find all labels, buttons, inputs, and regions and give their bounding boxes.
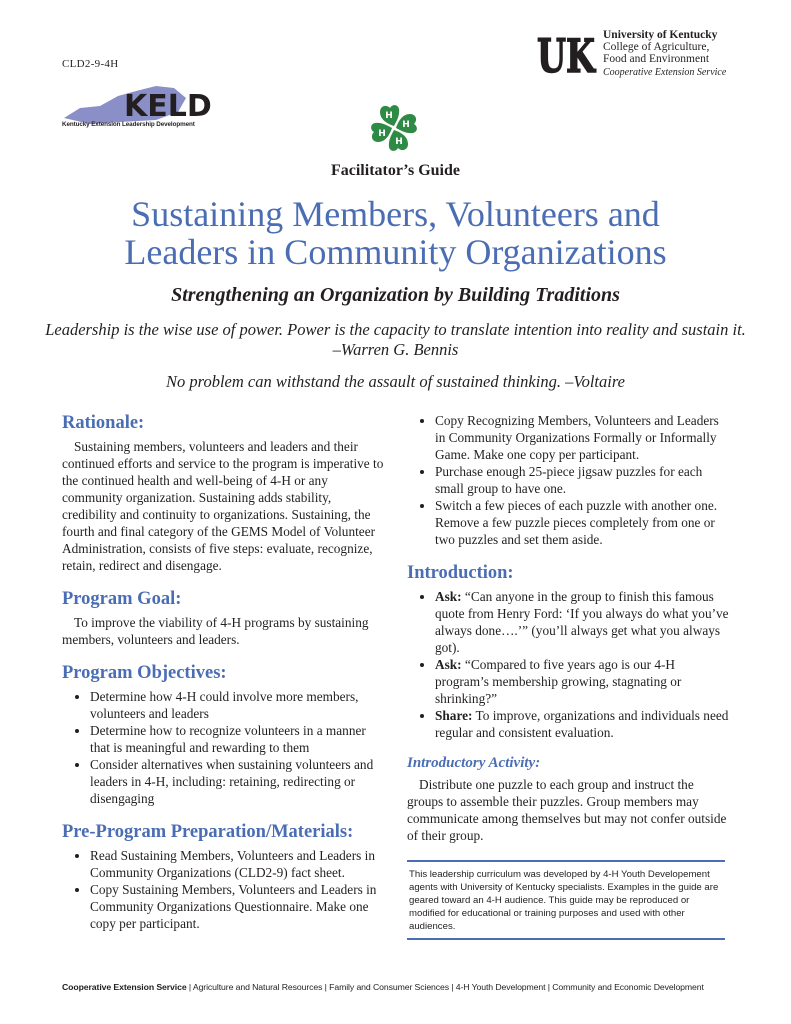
svg-text:H: H bbox=[378, 129, 386, 139]
rationale-heading: Rationale: bbox=[62, 413, 145, 433]
list-item: • Switch a few pieces of each puzzle with another one. Remove a few puzzle pieces completely from one or two puzzles and set them aside. bbox=[435, 497, 729, 548]
4h-clover-icon bbox=[366, 100, 422, 156]
right-column bbox=[407, 412, 729, 940]
activity-heading: Introductory Activity: bbox=[407, 755, 541, 771]
list-item: • Read Sustaining Members, Volunteers and Leaders in Community Organizations (CLD2-9) fact sheet. bbox=[90, 847, 384, 881]
list-item bbox=[435, 656, 729, 707]
intro-heading: Introduction: bbox=[407, 563, 514, 583]
uk-line-2: College of Agriculture, bbox=[603, 41, 710, 53]
page-subtitle: Strengthening an Organization by Building Traditions bbox=[171, 284, 620, 306]
list-item: • Determine how 4-H could involve more members, volunteers and leaders bbox=[90, 688, 384, 722]
footer-rest: | Agriculture and Natural Resources | Family and Consumer Sciences | 4-H Youth Development | Community and Economic Development bbox=[186, 982, 704, 992]
keld-subtitle: Kentucky Extension Leadership Development bbox=[62, 121, 195, 128]
prep-heading: Pre-Program Preparation/Materials: bbox=[62, 822, 354, 842]
title-line-2: Leaders in Community Organizations bbox=[124, 232, 667, 272]
uk-logo-icon bbox=[537, 29, 597, 83]
document-code: CLD2-9-4H bbox=[62, 58, 119, 70]
quote-bennis: Leadership is the wise use of power. Power is the capacity to translate intention into reality and sustain it. –Warren G. Bennis bbox=[45, 320, 746, 359]
list-item: • Determine how to recognize volunteers in a manner that is meaningful and rewarding to them bbox=[90, 722, 384, 756]
intro-text: “Compared to five years ago is our 4-H program’s membership growing, stagnating or shrinking?” bbox=[435, 657, 682, 706]
svg-text:H: H bbox=[395, 137, 403, 147]
intro-label: Share: bbox=[435, 708, 473, 723]
list-item: • Consider alternatives when sustaining volunteers and leaders in 4-H, including: retaining, redirecting or disengaging bbox=[90, 756, 384, 807]
left-column bbox=[62, 412, 384, 946]
goal-heading: Program Goal: bbox=[62, 589, 182, 609]
prep-list-continued bbox=[407, 412, 729, 548]
title-line-1: Sustaining Members, Volunteers and bbox=[131, 194, 660, 234]
svg-text:H: H bbox=[385, 111, 393, 121]
list-item bbox=[435, 588, 729, 656]
goal-text: To improve the viability of 4-H programs by sustaining members, volunteers and leaders. bbox=[62, 615, 369, 647]
prep-list bbox=[62, 847, 384, 932]
intro-text: “Can anyone in the group to finish this famous quote from Henry Ford: ‘If you always do what you’ve always done….’” (you’ll always get what you always got). bbox=[435, 589, 729, 655]
uk-line-1: University of Kentucky bbox=[603, 29, 718, 41]
uk-line-3: Food and Environment bbox=[603, 53, 710, 65]
uk-text-block bbox=[603, 29, 726, 79]
footer bbox=[62, 982, 704, 992]
list-item bbox=[435, 707, 729, 741]
intro-label: Ask: bbox=[435, 589, 462, 604]
prep-continued bbox=[407, 412, 729, 548]
list-item: • Copy Recognizing Members, Volunteers and Leaders in Community Organizations Formally or Informally Game. Make one copy per participant. bbox=[435, 412, 729, 463]
objectives-list bbox=[62, 688, 384, 807]
uk-logo-text: UK bbox=[537, 29, 597, 83]
svg-text:H: H bbox=[402, 120, 410, 130]
list-item: • Copy Sustaining Members, Volunteers and Leaders in Community Organizations Questionnaire. Make one copy per participant. bbox=[90, 881, 384, 932]
objectives-heading: Program Objectives: bbox=[62, 663, 227, 683]
intro-section bbox=[407, 562, 729, 741]
activity-section bbox=[407, 755, 729, 844]
quote-voltaire: No problem can withstand the assault of sustained thinking. –Voltaire bbox=[166, 372, 625, 391]
uk-line-4: Cooperative Extension Service bbox=[603, 67, 727, 78]
footer-bold: Cooperative Extension Service bbox=[62, 982, 187, 992]
objectives-section bbox=[62, 662, 384, 807]
facilitator-guide-label: Facilitator’s Guide bbox=[330, 162, 460, 179]
rationale-section bbox=[62, 412, 384, 574]
prep-section bbox=[62, 821, 384, 932]
goal-section bbox=[62, 588, 384, 648]
keld-logo-text: KELD bbox=[124, 89, 212, 124]
intro-label: Ask: bbox=[435, 657, 462, 672]
curriculum-note: This leadership curriculum was developed by 4-H Youth Developement agents with University of Kentucky specialists. Examples in the guide are geared toward an 4-H audience. This guide may be reproduced or modified for educational or training purposes and used with other audiences. bbox=[407, 860, 725, 940]
activity-text: Distribute one puzzle to each group and instruct the groups to assemble their puzzles. Group members may communicate among themselves but may not confer outside of their group. bbox=[407, 777, 727, 843]
intro-list bbox=[407, 588, 729, 741]
rationale-text: Sustaining members, volunteers and leaders and their continued efforts and service to the program is imperative to the continued health and well-being of 4-H or any community organization. Sustaining adds stability, credibility and continuity to organizations. Sustaining, the fourth and final category of the GEMS Model of Volunteer Administration, consists of five steps: evaluate, recognize, retain, redirect and disengage. bbox=[62, 439, 384, 573]
page-title bbox=[0, 195, 791, 271]
list-item: • Purchase enough 25-piece jigsaw puzzles for each small group to have one. bbox=[435, 463, 729, 497]
intro-text: To improve, organizations and individuals need regular and consistent evaluation. bbox=[435, 708, 729, 740]
